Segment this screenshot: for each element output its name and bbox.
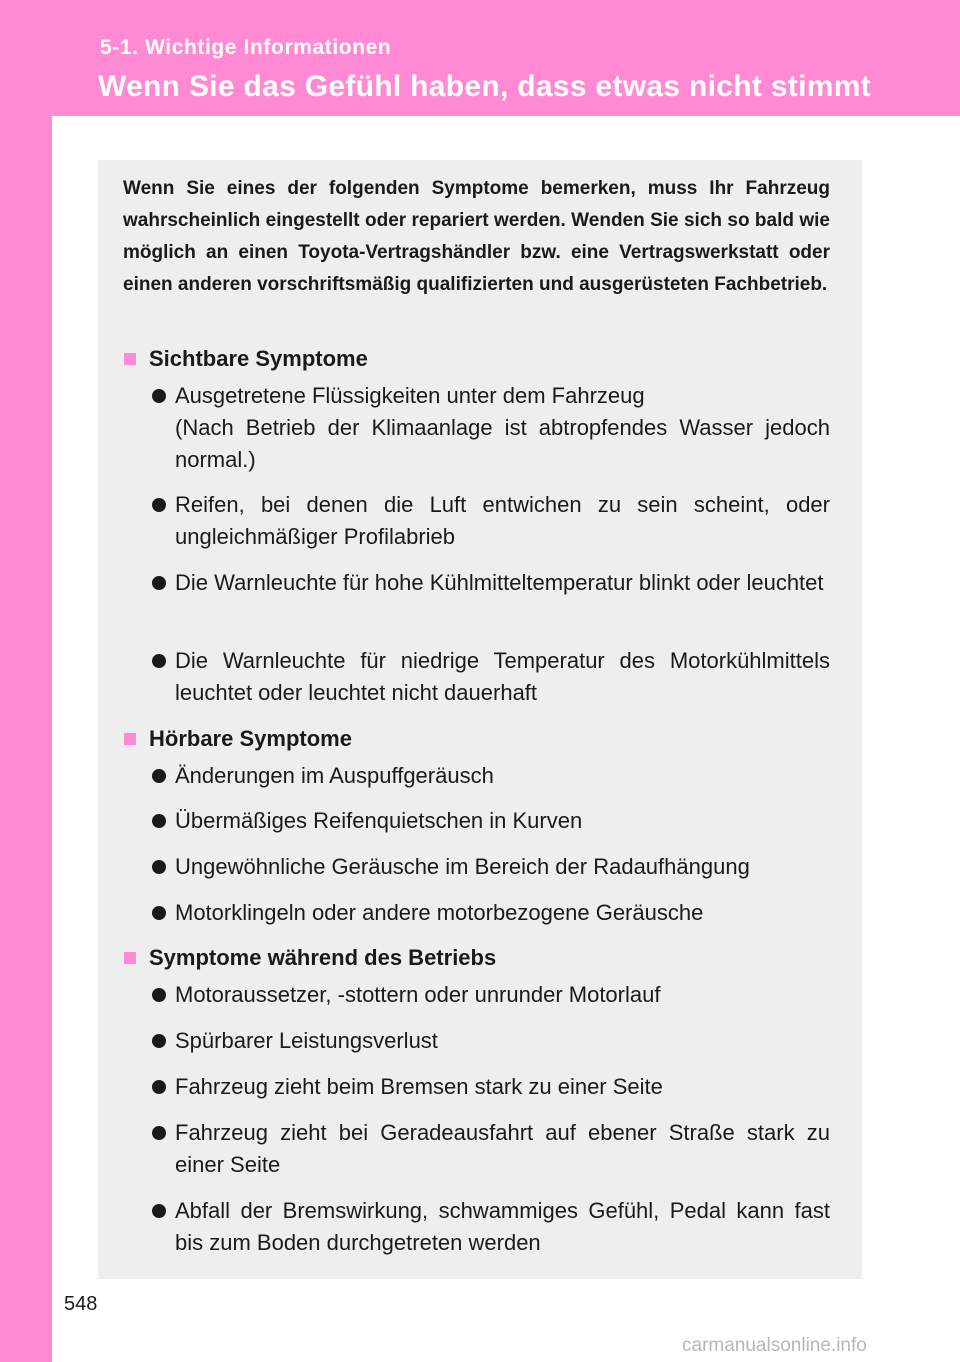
section-heading-label: Sichtbare Symptome [149, 346, 368, 371]
list-item-text: Änderungen im Auspuffgeräusch [175, 763, 494, 788]
intro-paragraph: Wenn Sie eines der folgenden Symptome bemerken, muss Ihr Fahrzeug wahrscheinlich eingestellt oder repariert werden. Wenden Sie sich so bald wie möglich an einen Toyota-Vertragshändler bzw. eine Vertragswerkstatt oder einen anderen vorschriftsmäßig qualifizierten und ausgerüsteten Fachbetrieb. [123, 178, 830, 295]
symptom-box [98, 160, 862, 1279]
bullet-dot-icon [152, 1204, 166, 1218]
square-bullet-icon [124, 353, 136, 365]
list-item [152, 979, 830, 1011]
list-item [152, 567, 830, 599]
section-heading-audible [124, 724, 352, 754]
list-item [152, 851, 830, 883]
list-item-text: Die Warnleuchte für niedrige Temperatur des Motorkühlmittels leuchtet oder leuchtet nicht dauerhaft [175, 648, 830, 705]
bullet-dot-icon [152, 1126, 166, 1140]
list-item [152, 1117, 830, 1181]
bullet-dot-icon [152, 814, 166, 828]
bullet-dot-icon [152, 988, 166, 1002]
section-heading-operation [124, 943, 496, 973]
list-item [152, 1195, 830, 1259]
section-heading-visible [124, 344, 368, 374]
list-item [152, 645, 830, 709]
section-heading-label: Symptome während des Betriebs [149, 945, 497, 970]
bullet-dot-icon [152, 576, 166, 590]
list-item-text: Motorklingeln oder andere motorbezogene Geräusche [175, 900, 704, 925]
bullet-dot-icon [152, 860, 166, 874]
list-item [152, 805, 830, 837]
list-item [152, 380, 830, 476]
bullet-dot-icon [152, 1034, 166, 1048]
list-item [152, 489, 830, 553]
list-item-text: Spürbarer Leistungsverlust [175, 1028, 438, 1053]
list-item-text: Fahrzeug zieht bei Geradeausfahrt auf ebener Straße stark zu einer Seite [175, 1120, 830, 1177]
list-item-text: Motoraussetzer, -stottern oder unrunder Motorlauf [175, 982, 661, 1007]
list-item-text: Fahrzeug zieht beim Bremsen stark zu einer Seite [175, 1074, 663, 1099]
bullet-dot-icon [152, 1080, 166, 1094]
bullet-dot-icon [152, 769, 166, 783]
section-label: 5-1. Wichtige Informationen [100, 36, 392, 59]
list-item-text: Reifen, bei denen die Luft entwichen zu sein scheint, oder ungleichmäßiger Profilabrieb [175, 492, 830, 549]
list-item-note: (Nach Betrieb der Klimaanlage ist abtropfendes Wasser jedoch normal.) [175, 415, 830, 472]
list-item-text: Abfall der Bremswirkung, schwammiges Gefühl, Pedal kann fast bis zum Boden durchgetreten werden [175, 1198, 830, 1255]
bullet-dot-icon [152, 654, 166, 668]
side-band [0, 116, 52, 1362]
section-heading-label: Hörbare Symptome [149, 726, 352, 751]
bullet-dot-icon [152, 498, 166, 512]
watermark: carmanualsonline.info [682, 1335, 867, 1356]
list-item-text: Ausgetretene Flüssigkeiten unter dem Fahrzeug [175, 383, 645, 408]
bullet-dot-icon [152, 389, 166, 403]
list-item-text: Übermäßiges Reifenquietschen in Kurven [175, 808, 583, 833]
list-item [152, 897, 830, 929]
page-title: Wenn Sie das Gefühl haben, dass etwas nicht stimmt [98, 70, 871, 103]
list-item-text: Ungewöhnliche Geräusche im Bereich der Radaufhängung [175, 854, 750, 879]
page-number: 548 [64, 1293, 98, 1315]
list-item [152, 1025, 830, 1057]
list-item-text: Die Warnleuchte für hohe Kühlmitteltemperatur blinkt oder leuchtet [175, 570, 824, 595]
bullet-dot-icon [152, 906, 166, 920]
list-item [152, 1071, 830, 1103]
square-bullet-icon [124, 733, 136, 745]
square-bullet-icon [124, 952, 136, 964]
list-item [152, 760, 830, 792]
